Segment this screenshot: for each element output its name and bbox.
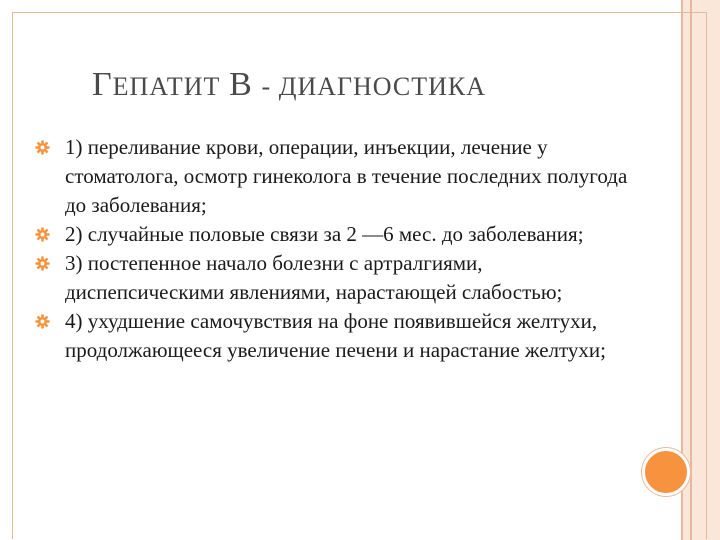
bullet-text: 1) переливание крови, операции, инъекции, лечение у стоматолога, осмотр гинеколога в течение последних полугода до заболевания; [65,135,628,217]
gear-bullet-icon [35,227,50,242]
bullet-text: 4) ухудшение самочувствия на фоне появившейся желтухи, продолжающееся увеличение печени и нарастание желтухи; [65,309,607,362]
title-rest: - ДИАГНОСТИКА [261,72,487,101]
gear-bullet-icon [35,256,50,271]
bullet-list [30,133,630,365]
gear-bullet-icon [35,140,50,155]
list-item [30,220,630,249]
title-word1: ЕПАТИТ [112,72,221,101]
bullet-text: 2) случайные половые связи за 2 —6 мес. до заболевания; [65,222,584,246]
list-item [30,133,630,220]
list-item [30,249,630,307]
title-first-letter: Г [92,66,113,103]
slide-title [92,66,486,104]
bullet-text: 3) постепенное начало болезни с артралгиями, диспепсическими явлениями, нарастающей слабостью; [65,251,563,304]
list-item [30,307,630,365]
decorative-line [690,0,692,540]
title-letter-b: В [229,66,253,103]
gear-bullet-icon [35,314,50,329]
decorative-circle [642,448,690,496]
